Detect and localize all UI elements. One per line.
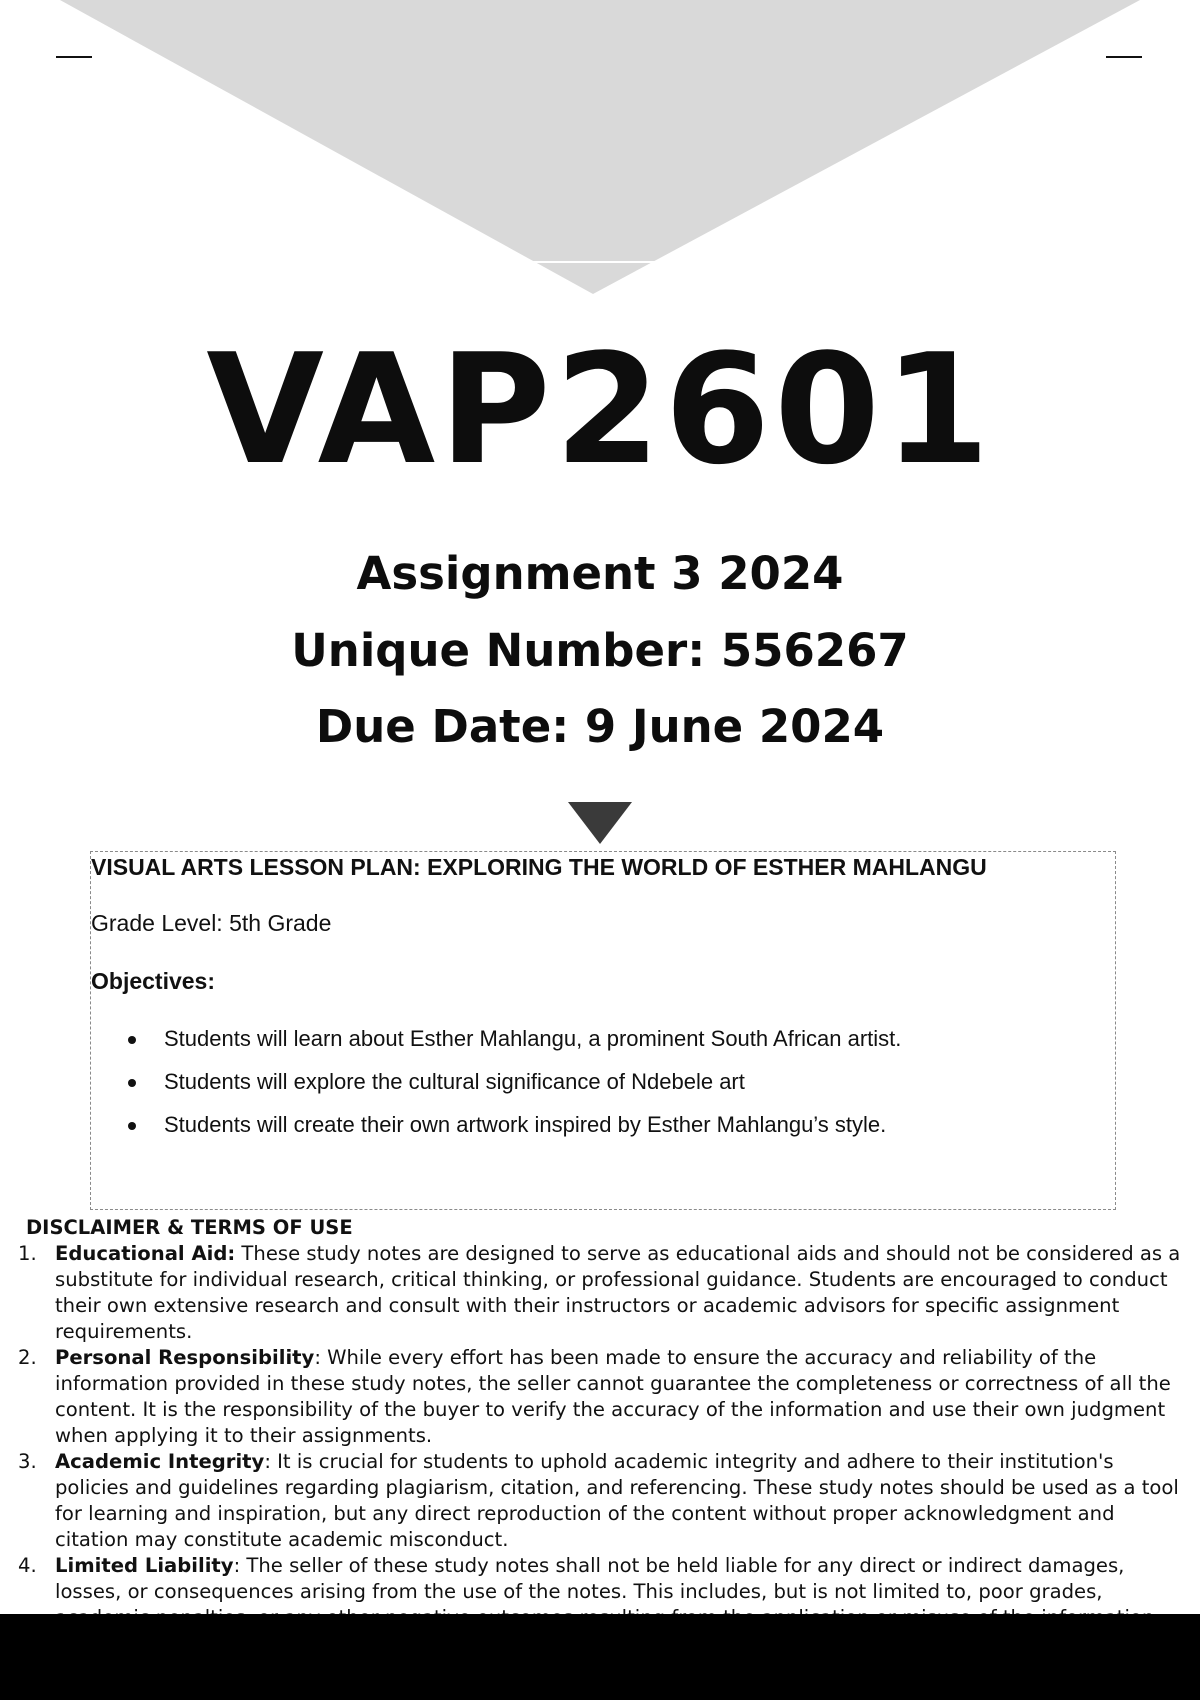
terms-item: [0, 1449, 1200, 1553]
terms-list: [0, 1241, 1200, 1631]
grade-level: Grade Level: 5th Grade: [91, 910, 332, 936]
unique-number: Unique Number: 556267: [291, 624, 909, 677]
bottom-black-bar: [0, 1614, 1200, 1700]
bullet-icon: [128, 1079, 136, 1087]
bullet-icon: [128, 1036, 136, 1044]
corner-rule-left: [56, 56, 92, 58]
objective-item: [91, 1067, 901, 1110]
assignment-title: Assignment 3 2024: [356, 547, 844, 600]
corner-rule-right: [1106, 56, 1142, 58]
banner-chevron: [0, 0, 1200, 300]
terms-item-number: 1.: [18, 1242, 37, 1265]
objectives-heading: Objectives:: [91, 968, 215, 994]
down-triangle-icon: [568, 802, 632, 844]
course-code: VAP2601: [206, 321, 994, 498]
lesson-plan-box: [90, 851, 1116, 1210]
objectives-list: [91, 1024, 901, 1153]
terms-item-number: 2.: [18, 1346, 37, 1369]
banner-chevron-shape: [60, 0, 1140, 294]
bullet-icon: [128, 1122, 136, 1130]
terms-item-title: Personal Responsibility: [55, 1346, 315, 1369]
objective-text: Students will explore the cultural significance of Ndebele art: [164, 1069, 745, 1094]
terms-item-text: : The seller of these study notes shall not be held liable for any direct or indirect damages, losses, or consequences arising from the use of the notes. This includes, but is not limited to, poor grades,: [55, 1554, 1125, 1603]
objective-item: [91, 1024, 901, 1067]
terms-item: [0, 1241, 1200, 1345]
objective-text: Students will create their own artwork inspired by Esther Mahlangu’s style.: [164, 1112, 887, 1137]
disclaimer-heading: DISCLAIMER & TERMS OF USE: [26, 1216, 353, 1239]
terms-item-text: : While every effort has been made to ensure the accuracy and reliability of the information provided in these study notes, the seller cannot guarantee the completeness or correctness of all the content. It is the responsibility of the buyer to verify the accuracy of the information and use their own judgment when applying it to their assignments.: [55, 1346, 1171, 1447]
terms-item-text: : It is crucial for students to uphold academic integrity and adhere to their institution's policies and guidelines regarding plagiarism, citation, and referencing. These study notes should be used as a tool for learning and inspiration, but any direct reproduction of the content without proper acknowledgment and citation may constitute academic misconduct.: [55, 1450, 1179, 1551]
terms-item-title: Limited Liability: [55, 1554, 234, 1577]
objective-item: [91, 1110, 901, 1153]
terms-item-title: Academic Integrity: [55, 1450, 265, 1473]
terms-item-text: These study notes are designed to serve as educational aids and should not be considered as a substitute for individual research, critical thinking, or professional guidance. Students are encouraged to conduct their own extensive research and consult with their instructors or academic advisors for specific assignment requirements.: [55, 1242, 1181, 1343]
terms-item: [0, 1345, 1200, 1449]
terms-item-number: 3.: [18, 1450, 37, 1473]
objective-text: Students will learn about Esther Mahlangu, a prominent South African artist.: [164, 1026, 902, 1051]
lesson-plan-title: VISUAL ARTS LESSON PLAN: EXPLORING THE WORLD OF ESTHER MAHLANGU: [91, 854, 987, 880]
due-date: Due Date: 9 June 2024: [315, 700, 885, 753]
terms-item-number: 4.: [18, 1554, 37, 1577]
terms-item-title: Educational Aid:: [55, 1242, 236, 1265]
